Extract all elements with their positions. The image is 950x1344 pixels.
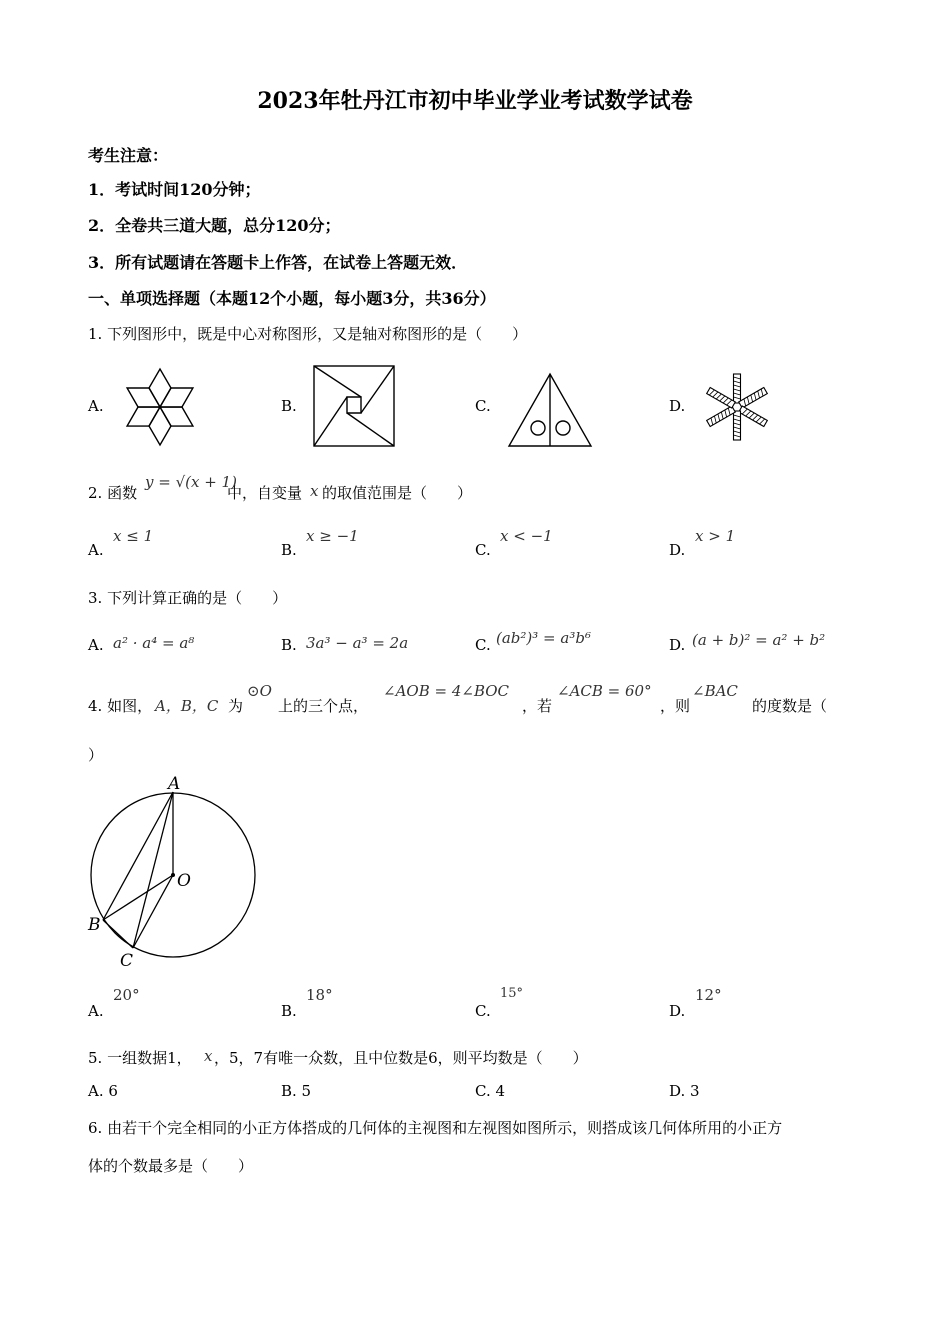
label-point-b: B: [88, 915, 101, 935]
q4-stem-6: 的度数是（: [752, 697, 828, 715]
q4-stem-5: ，则: [660, 697, 691, 715]
notice-item-3: 3．所有试题请在答题卡上作答，在试卷上答题无效．: [88, 253, 468, 272]
q4-circle-figure: [80, 770, 280, 970]
notice-item-1: 1．考试时间120分钟；: [88, 180, 261, 199]
q1-label-d: D.: [669, 397, 686, 415]
q3-option-c: (ab²)³ = a³b⁶: [496, 629, 591, 647]
q4-target-angle: ∠BAC: [692, 682, 738, 700]
q1-stem: 1. 下列图形中，既是中心对称图形，又是轴对称图形的是（ ）: [88, 325, 528, 343]
q3-label-a: A.: [88, 636, 104, 654]
q2-option-c: x < −1: [500, 527, 553, 545]
q2-stem-start: 2. 函数: [88, 484, 138, 502]
q5-var: x: [204, 1047, 213, 1065]
q4-option-c: 15°: [500, 986, 524, 1001]
q3-label-d: D.: [669, 636, 686, 654]
q1-label-b: B.: [281, 397, 297, 415]
star-figure-a: [118, 365, 202, 449]
q3-label-b: B.: [281, 636, 297, 654]
q5-stem-1: 5. 一组数据1，: [88, 1049, 192, 1067]
hatched-blades-figure-d: [702, 372, 772, 442]
q3-option-d: (a + b)² = a² + b²: [692, 631, 826, 649]
q6-stem-line-1: 6. 由若干个完全相同的小正方体搭成的几何体的主视图和左视图如图所示，则搭成该几何体所用的小正方: [88, 1119, 783, 1137]
q4-stem-1: 4. 如图，: [88, 697, 153, 715]
q3-option-b: 3a³ − a³ = 2a: [306, 634, 409, 652]
q2-label-d: D.: [669, 541, 686, 559]
q4-option-a: 20°: [113, 986, 140, 1004]
q4-label-c: C.: [475, 1002, 491, 1020]
q4-option-d: 12°: [695, 986, 722, 1004]
label-point-o: O: [177, 871, 191, 891]
q5-stem-2: ，5，7有唯一众数，且中位数是6，则平均数是（ ）: [214, 1049, 588, 1067]
q3-label-c: C.: [475, 636, 491, 654]
q5-option-a: A. 6: [88, 1082, 118, 1100]
notice-heading: 考生注意：: [88, 146, 169, 165]
q4-stem-4: ，若: [522, 697, 553, 715]
q5-option-b: B. 5: [281, 1082, 312, 1100]
q2-label-c: C.: [475, 541, 491, 559]
q4-stem-close: ）: [88, 746, 104, 764]
q4-condition-2: ∠ACB = 60°: [557, 682, 652, 700]
section-heading: 一、单项选择题（本题12个小题，每小题3分，共36分）: [88, 289, 496, 308]
q2-stem-end: 的取值范围是（ ）: [322, 484, 473, 502]
q4-label-a: A.: [88, 1002, 104, 1020]
label-point-c: C: [120, 951, 134, 970]
page-title: 2023年牡丹江市初中毕业学业考试数学试卷: [257, 88, 693, 114]
q4-stem-3: 上的三个点，: [278, 697, 369, 715]
q2-label-a: A.: [88, 541, 104, 559]
q4-condition-1: ∠AOB = 4∠BOC: [383, 682, 510, 700]
q2-option-a: x ≤ 1: [113, 527, 154, 545]
q2-formula: y = √(x + 1): [145, 473, 237, 491]
q4-label-d: D.: [669, 1002, 686, 1020]
q2-stem-mid: 中，自变量: [227, 484, 303, 502]
q1-label-c: C.: [475, 397, 491, 415]
q5-option-d: D. 3: [669, 1082, 700, 1100]
triangle-circles-figure-c: [507, 372, 593, 448]
q4-circle: ⊙O: [247, 682, 272, 700]
q2-option-d: x > 1: [695, 527, 736, 545]
q4-label-b: B.: [281, 1002, 297, 1020]
q2-option-b: x ≥ −1: [306, 527, 359, 545]
q3-option-a: a² · a⁴ = a⁸: [113, 634, 195, 652]
q6-stem-line-2: 体的个数最多是（ ）: [88, 1157, 254, 1175]
q1-label-a: A.: [88, 397, 104, 415]
label-point-a: A: [168, 774, 181, 794]
pinwheel-square-figure-b: [313, 365, 395, 447]
notice-item-2: 2．全卷共三道大题，总分120分；: [88, 216, 341, 235]
q4-option-b: 18°: [306, 986, 333, 1004]
q3-stem: 3. 下列计算正确的是（ ）: [88, 589, 288, 607]
q2-var: x: [310, 482, 319, 500]
q4-stem-2: 为: [228, 697, 244, 715]
q5-option-c: C. 4: [475, 1082, 506, 1100]
q2-label-b: B.: [281, 541, 297, 559]
q4-points: A，B，C: [155, 697, 219, 715]
